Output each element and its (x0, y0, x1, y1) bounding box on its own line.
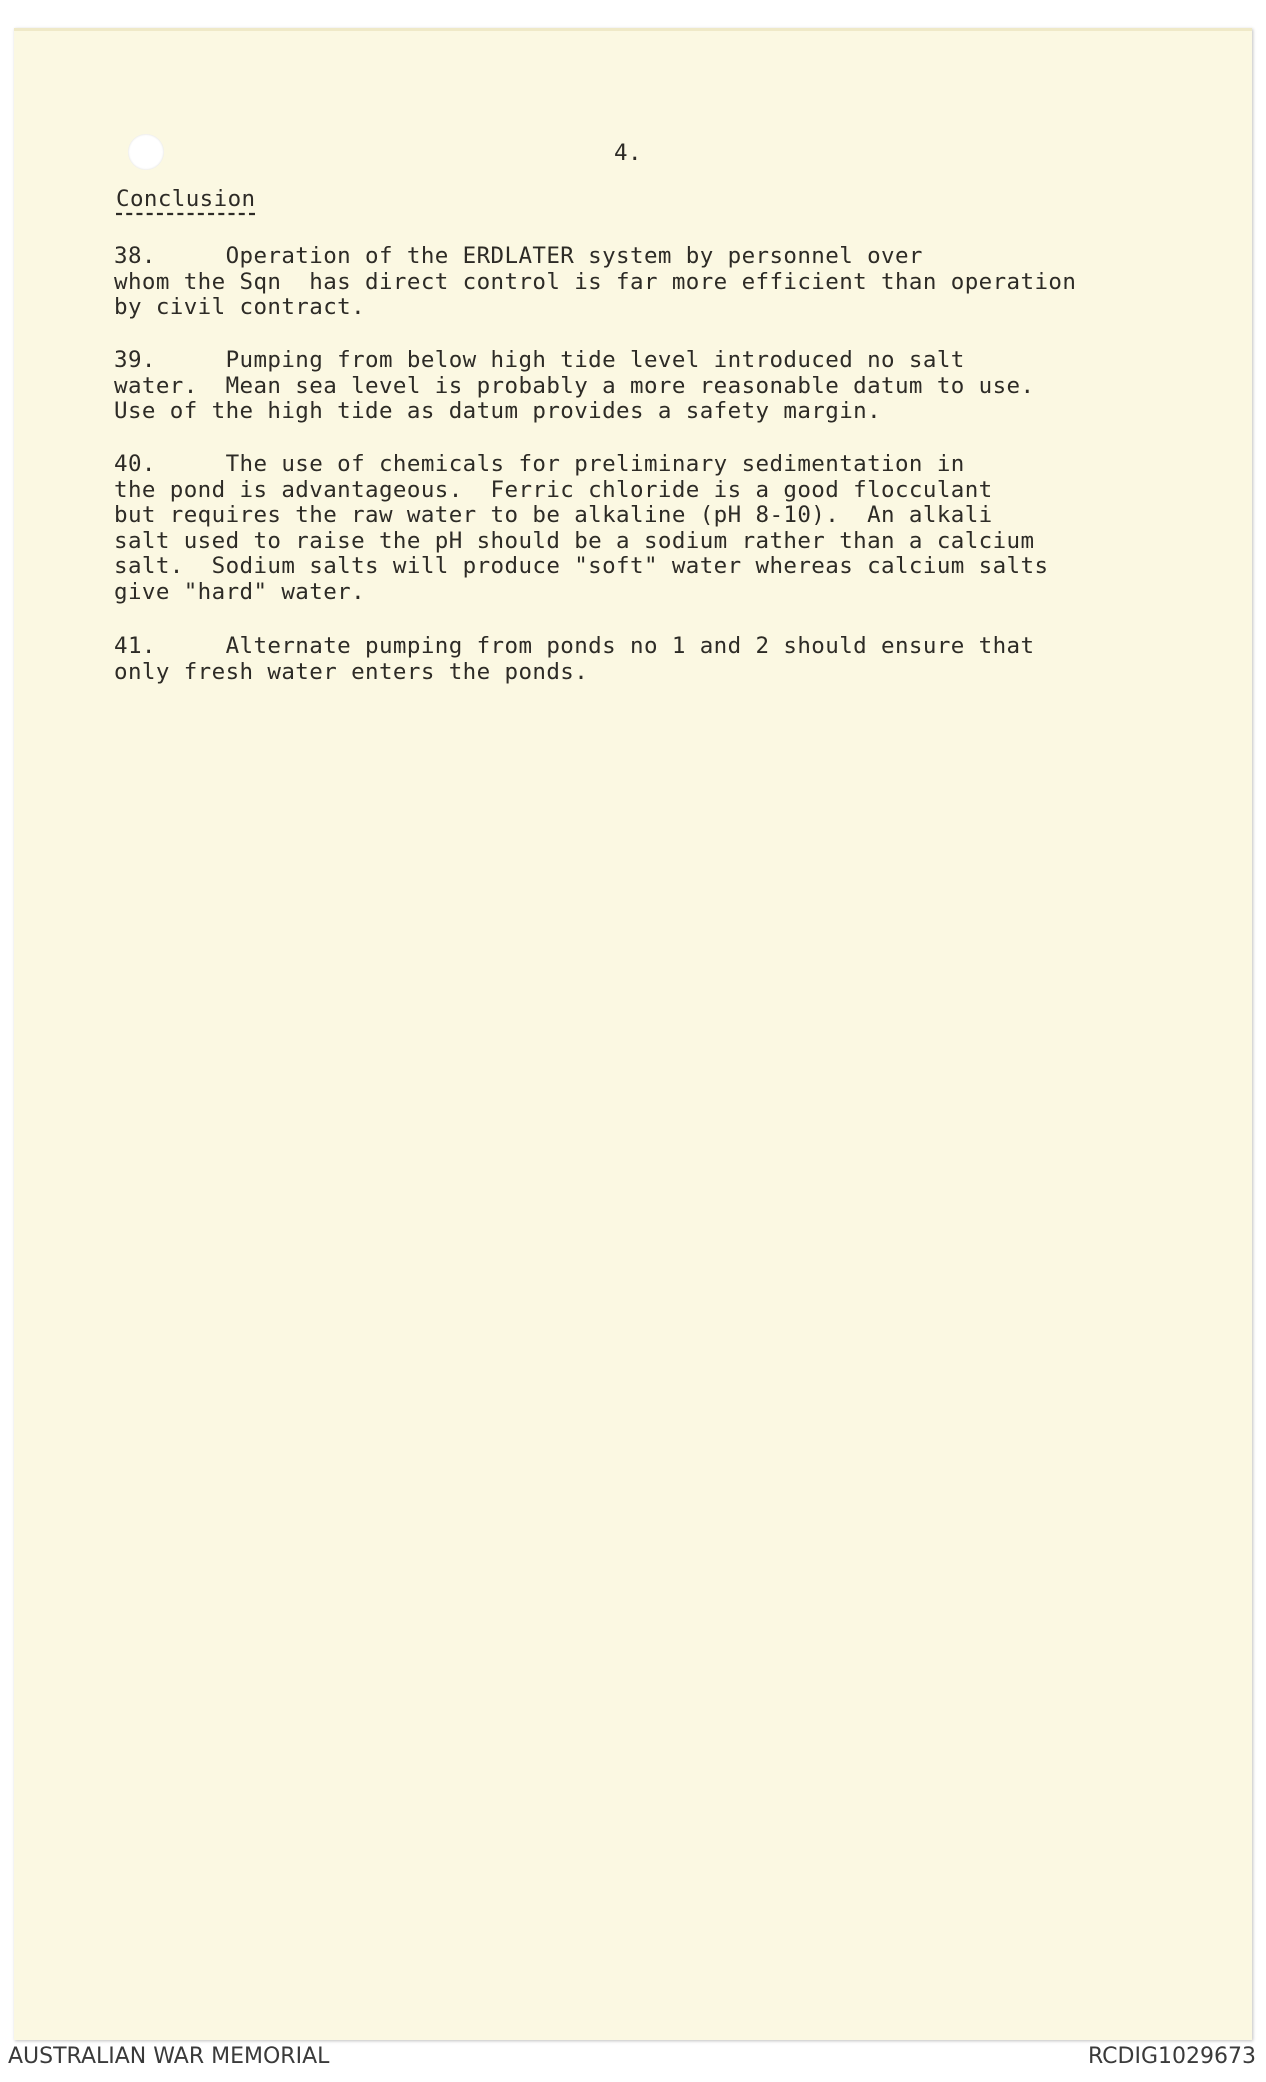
paragraph-40-line-4: salt used to raise the pH should be a sodium rather than a calcium (114, 527, 1035, 554)
paragraph-41 (114, 634, 1194, 685)
sheet-top-edge (14, 28, 1252, 31)
paragraph-40-line-5: salt. Sodium salts will produce "soft" water whereas calcium salts (114, 553, 1049, 579)
section-heading: Conclusion (116, 186, 256, 212)
paragraph-39-line-2: water. Mean sea level is probably a more reasonable datum to use. (114, 372, 1035, 399)
paragraph-38-line-3: by civil contract. (114, 294, 366, 320)
paragraph-41-line-1: 41. Alternate pumping from ponds no 1 and 2 should ensure that (114, 633, 1035, 659)
punch-hole (128, 134, 164, 170)
paragraph-40-line-3: but requires the raw water to be alkaline (pH 8-10). An alkali (114, 502, 993, 528)
paragraph-41-line-2: only fresh water enters the ponds. (114, 658, 589, 685)
paragraph-38-line-1: 38. Operation of the ERDLATER system by personnel over (114, 243, 923, 269)
paragraph-38-line-2: whom the Sqn has direct control is far more efficient than operation (114, 268, 1077, 295)
paragraph-40-line-1: 40. The use of chemicals for preliminary sedimentation in (114, 451, 965, 477)
footer-archive-name: AUSTRALIAN WAR MEMORIAL (8, 2044, 330, 2069)
paragraph-39 (114, 348, 1194, 425)
paragraph-38 (114, 244, 1194, 321)
paragraph-39-line-1: 39. Pumping from below high tide level introduced no salt (114, 347, 965, 373)
document-sheet (14, 28, 1252, 2040)
paragraph-40-line-6: give "hard" water. (114, 578, 366, 605)
paragraph-40 (114, 452, 1194, 605)
page-number: 4. (614, 140, 642, 166)
paragraph-39-line-3: Use of the high tide as datum provides a safety margin. (114, 398, 882, 424)
paragraph-40-line-2: the pond is advantageous. Ferric chloride is a good flocculant (114, 476, 993, 503)
footer-record-id: RCDIG1029673 (1087, 2044, 1256, 2069)
